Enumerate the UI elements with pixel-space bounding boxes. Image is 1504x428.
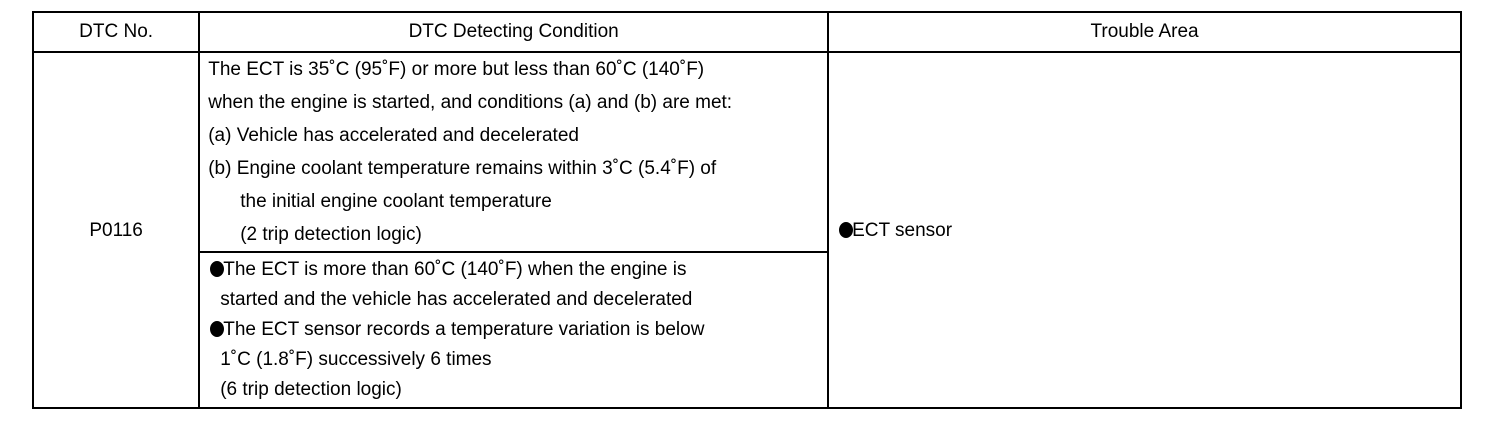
header-detecting-condition: DTC Detecting Condition [199, 12, 828, 52]
condition-cell-2 [199, 252, 828, 408]
header-trouble-area: Trouble Area [828, 12, 1461, 52]
condition-cell-1 [199, 52, 828, 252]
trouble-area-cell [828, 52, 1461, 408]
condition-item-a: (a) Vehicle has accelerated and decelerated [208, 125, 579, 146]
condition-bullet-1 [210, 255, 827, 285]
dtc-table [32, 11, 1462, 409]
condition-item-b: (b) Engine coolant temperature remains within 3˚C (5.4˚F) of [208, 158, 717, 179]
dtc-code: P0116 [89, 219, 143, 241]
trouble-area-item: ECT sensor [852, 219, 953, 241]
detection-logic-note: (2 trip detection logic) [240, 224, 422, 245]
condition-item-b-continued: the initial engine coolant temperature [240, 191, 552, 212]
condition-line: when the engine is started, and conditions (a) and (b) are met: [208, 92, 733, 113]
condition-line: The ECT is 35˚C (95˚F) or more but less than 60˚C (140˚F) [208, 59, 705, 80]
bullet-icon [839, 222, 853, 238]
detection-logic-note: (6 trip detection logic) [220, 379, 402, 400]
header-dtc-no: DTC No. [33, 12, 199, 52]
condition-text: The ECT is more than 60˚C (140˚F) when the engine is [223, 259, 687, 280]
header-row [33, 12, 1461, 52]
table-row [33, 52, 1461, 252]
dtc-code-cell [33, 52, 199, 408]
condition-bullet-2 [210, 315, 827, 345]
condition-line: 1˚C (1.8˚F) successively 6 times [220, 349, 492, 370]
condition-line: started and the vehicle has accelerated and decelerated [220, 289, 693, 310]
condition-text: The ECT sensor records a temperature variation is below [223, 319, 705, 340]
